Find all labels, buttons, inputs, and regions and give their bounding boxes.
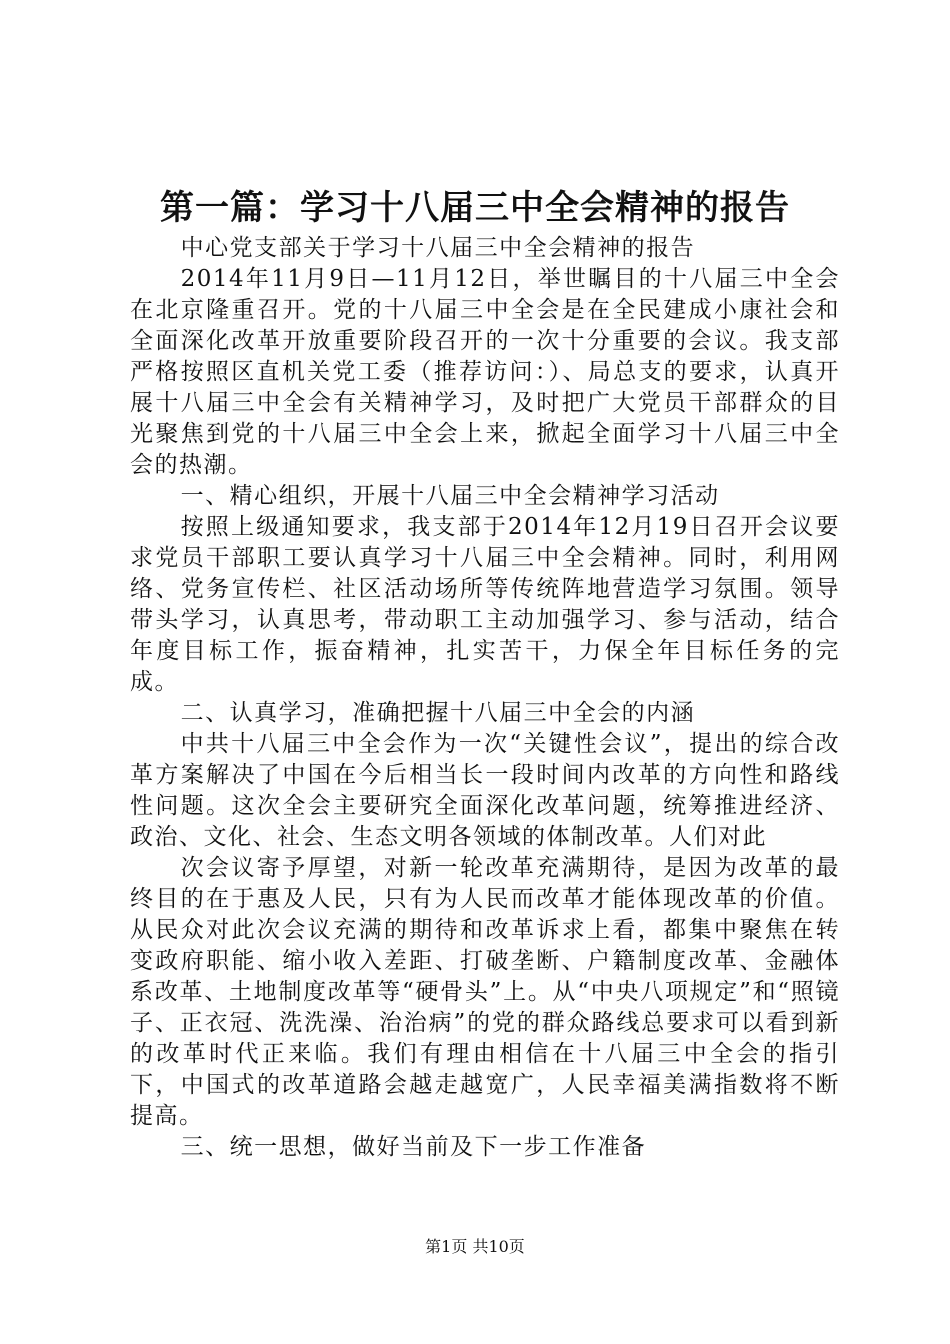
document-title: 第一篇：学习十八届三中全会精神的报告 bbox=[160, 188, 790, 228]
document-body bbox=[130, 233, 840, 1163]
paragraph-section-1: 按照上级通知要求，我支部于2014年12月19日召开会议要求党员干部职工要认真学习十八届三中全会精神。同时，利用网络、党务宣传栏、社区活动场所等传统阵地营造学习氛围。领导带头学习，认真思考，带动职工主动加强学习、参与活动，结合年度目标工作，振奋精神，扎实苦干，力保全年目标任务的完成。 bbox=[130, 514, 840, 695]
paragraph-section-2a: 中共十八届三中全会作为一次“关键性会议”，提出的综合改革方案解决了中国在今后相当长一段时间内改革的方向性和路线性问题。这次全会主要研究全面深化改革问题，统筹推进经济、政治、文化、社会、生态文明各领域的体制改革。人们对此 bbox=[130, 731, 840, 850]
paragraph-section-2b: 次会议寄予厚望，对新一轮改革充满期待，是因为改革的最终目的在于惠及人民，只有为人民而改革才能体现改革的价值。从民众对此次会议充满的期待和改革诉求上看，都集中聚焦在转变政府职能、缩小收入差距、打破垄断、户籍制度改革、金融体系改革、土地制度改革等“硬骨头”上。从“中央八项规定”和“照镜子、正衣冠、洗洗澡、治治病”的党的群众路线总要求可以看到新的改革时代正来临。我们有理由相信在十八届三中全会的指引下，中国式的改革道路会越走越宽广，人民幸福美满指数将不断提高。 bbox=[130, 855, 840, 1129]
page-number-footer: 第1页 共10页 bbox=[425, 1237, 525, 1256]
paragraph-report-heading: 中心党支部关于学习十八届三中全会精神的报告 bbox=[180, 235, 696, 261]
paragraph-intro: 2014年11月9日—11月12日，举世瞩目的十八届三中全会在北京隆重召开。党的十八届三中全会是在全民建成小康社会和全面深化改革开放重要阶段召开的一次十分重要的会议。我支部严格按照区直机关党工委（推荐访问：）、局总支的要求，认真开展十八届三中全会有关精神学习，及时把广大党员干部群众的目光聚焦到党的十八届三中全会上来，掀起全面学习十八届三中全会的热潮。 bbox=[130, 266, 840, 478]
section-heading-2: 二、认真学习，准确把握十八届三中全会的内涵 bbox=[180, 700, 696, 726]
section-heading-3: 三、统一思想，做好当前及下一步工作准备 bbox=[180, 1134, 647, 1160]
section-heading-1: 一、精心组织，开展十八届三中全会精神学习活动 bbox=[180, 483, 720, 509]
